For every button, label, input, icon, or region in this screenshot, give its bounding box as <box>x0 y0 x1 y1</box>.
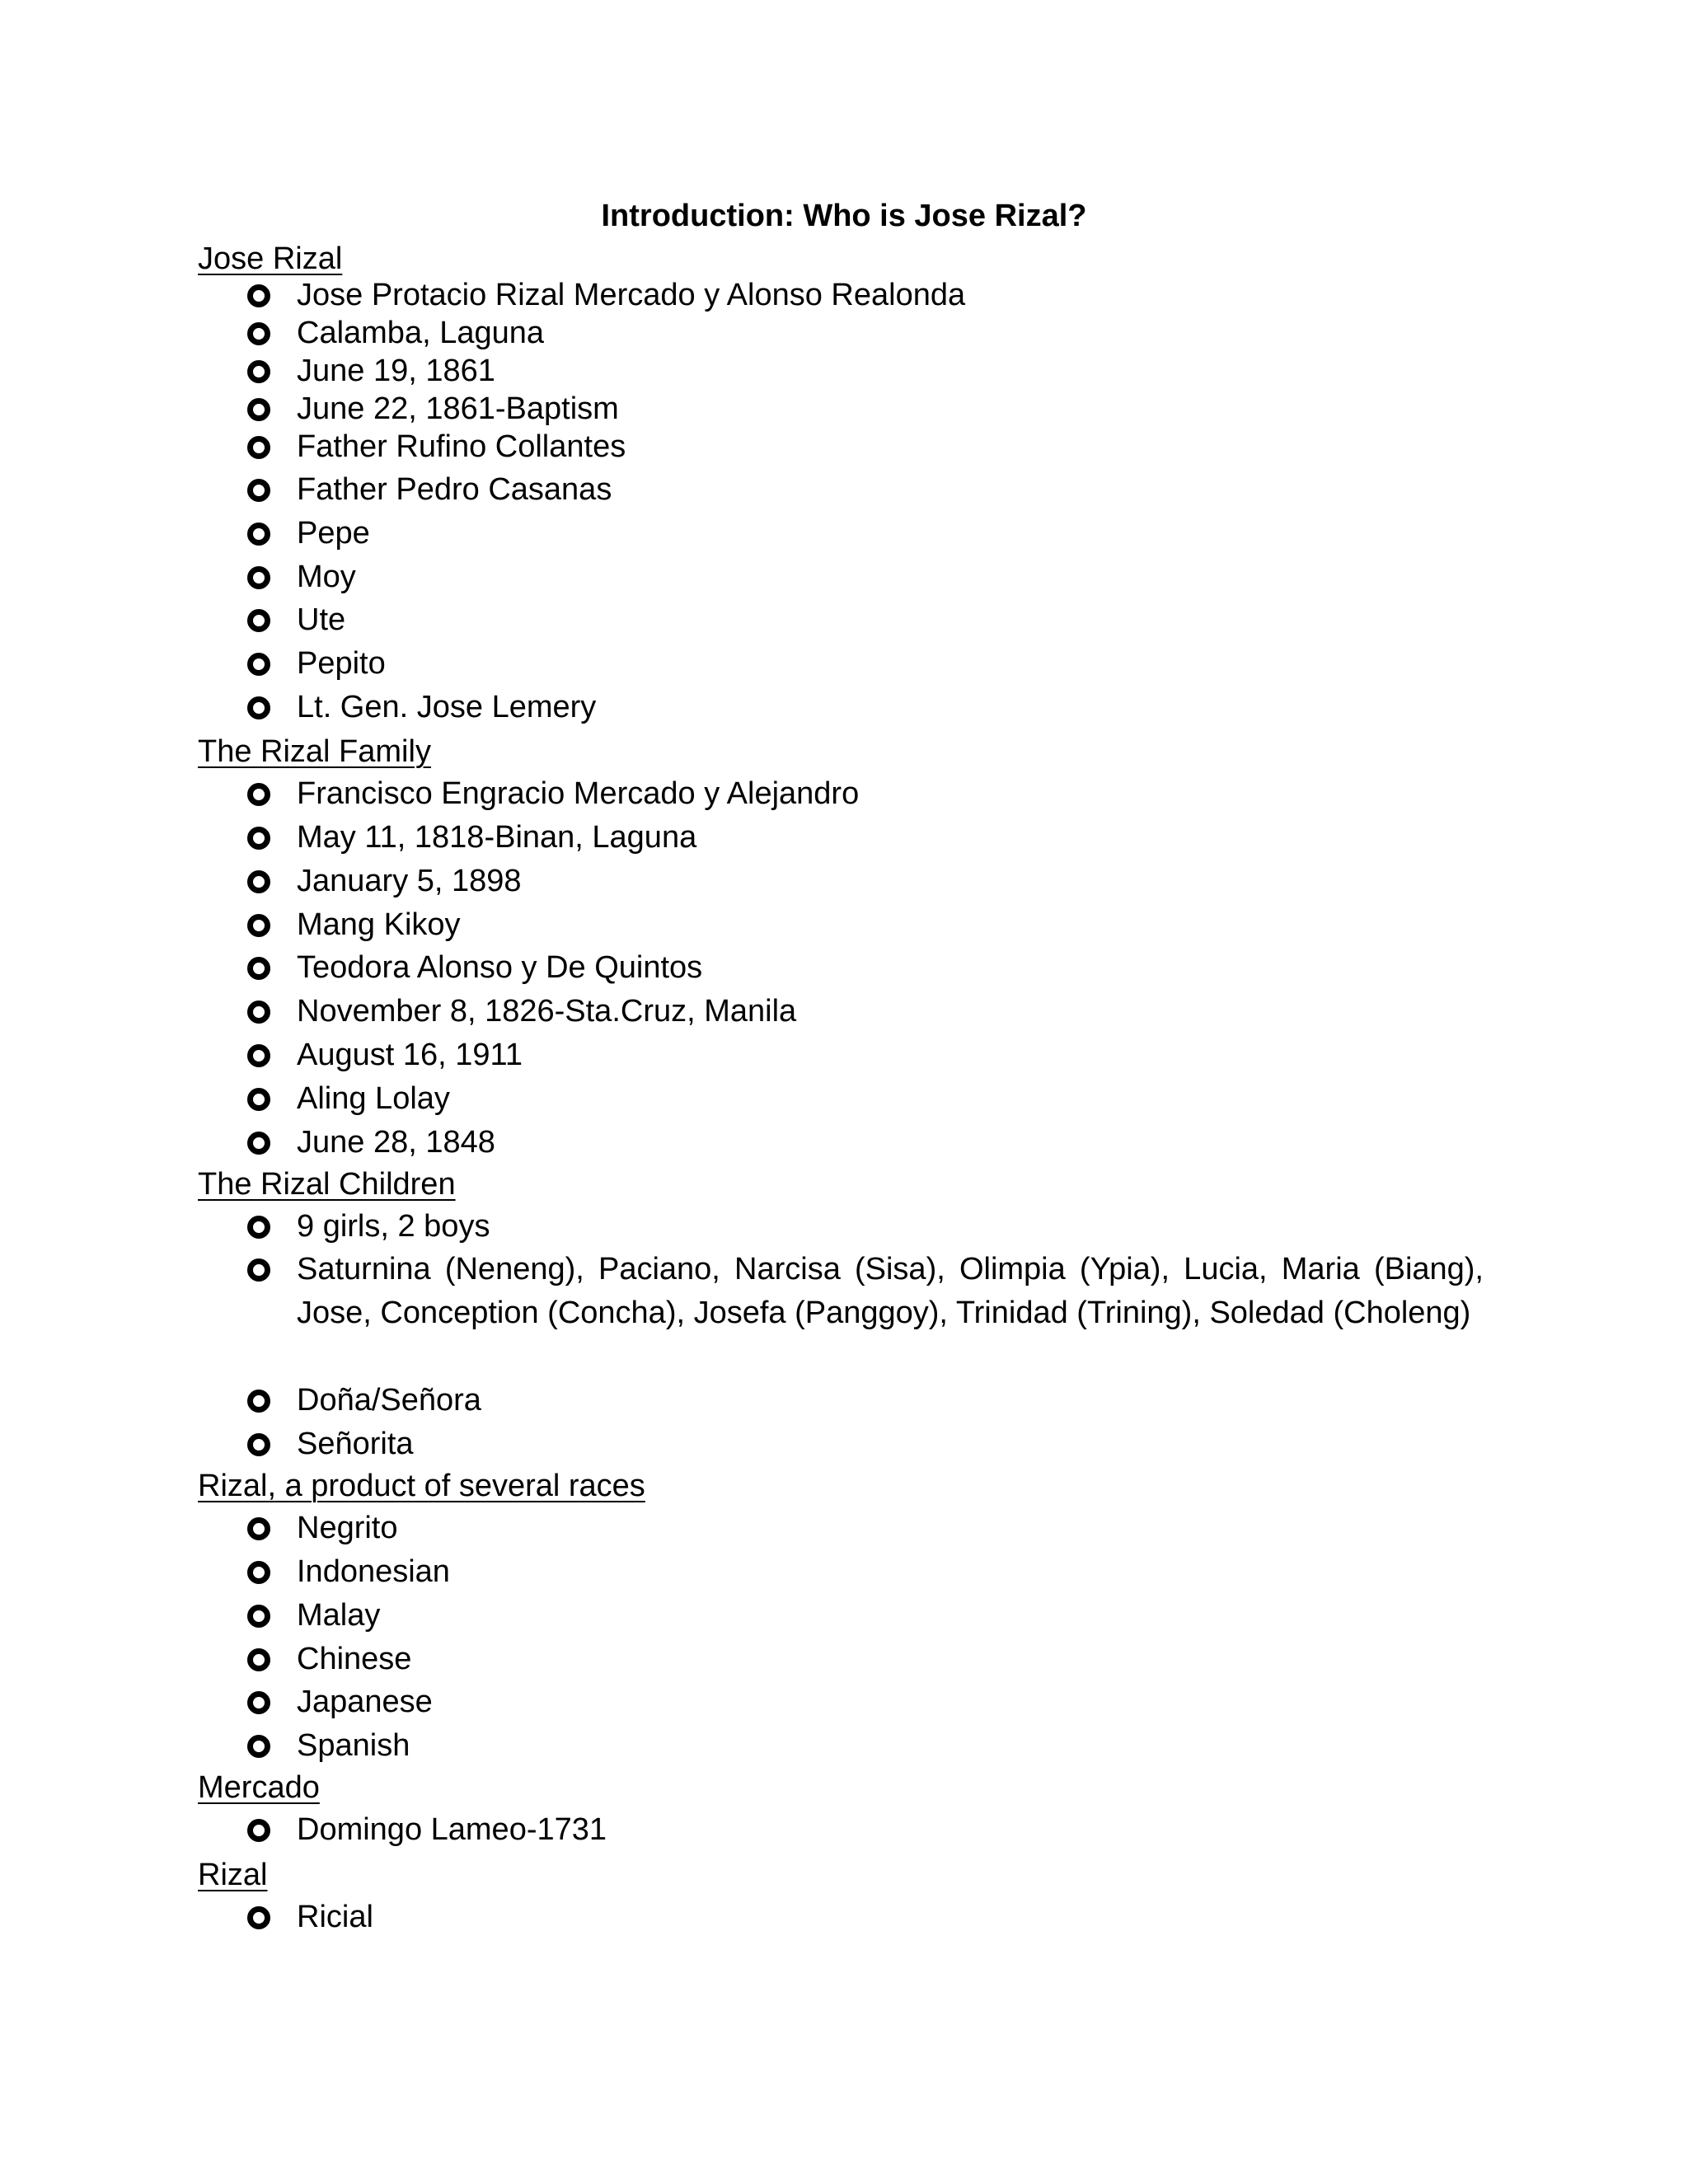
list-item: Saturnina (Neneng), Paciano, Narcisa (Sisa), Olimpia (Ypia), Lucia, Maria (Biang), Jose, Conception (Concha), Josefa (Panggoy), Trinidad (Trining), Soledad (Choleng) <box>247 1248 1484 1335</box>
section-heading-mercado: Mercado <box>198 1770 320 1805</box>
bullet-icon <box>247 1390 270 1413</box>
list-item: Indonesian <box>247 1550 1484 1594</box>
list-item: Aling Lolay <box>247 1077 1484 1121</box>
list-item: Father Rufino Collantes <box>247 425 1484 469</box>
bullet-icon <box>247 1132 270 1155</box>
bullet-icon <box>247 1691 270 1714</box>
bullet-icon <box>247 566 270 589</box>
list-item: Ricial <box>247 1896 1484 1939</box>
bullet-icon <box>247 957 270 980</box>
list-item: Teodora Alonso y De Quintos <box>247 946 1484 990</box>
section-heading-jose-rizal: Jose Rizal <box>198 241 343 276</box>
list-item: May 11, 1818-Binan, Laguna <box>247 816 1484 860</box>
section-heading-rizal: Rizal <box>198 1858 268 1892</box>
bullet-icon <box>247 1044 270 1067</box>
list-item: November 8, 1826-Sta.Cruz, Manila <box>247 990 1484 1033</box>
list-item: Spanish <box>247 1724 1484 1768</box>
section-heading-the-rizal-family: The Rizal Family <box>198 734 431 769</box>
list-item: Francisco Engracio Mercado y Alejandro <box>247 772 1484 816</box>
list-item: Jose Protacio Rizal Mercado y Alonso Realonda <box>247 274 1484 317</box>
bullet-icon <box>247 1517 270 1540</box>
bullet-icon <box>247 1433 270 1456</box>
bullet-icon <box>247 653 270 676</box>
list-item: Domingo Lameo-1731 <box>247 1808 1484 1852</box>
list-item: January 5, 1898 <box>247 860 1484 903</box>
bullet-icon <box>247 783 270 806</box>
bullet-icon <box>247 1819 270 1842</box>
bullet-icon <box>247 360 270 383</box>
list-item: Lt. Gen. Jose Lemery <box>247 686 1484 729</box>
list-item: Calamba, Laguna <box>247 312 1484 355</box>
document-title: Introduction: Who is Jose Rizal? <box>601 199 1087 233</box>
list-item: Pepe <box>247 512 1484 555</box>
list-item: June 19, 1861 <box>247 349 1484 393</box>
bullet-icon <box>247 1001 270 1024</box>
section-heading-several-races: Rizal, a product of several races <box>198 1469 645 1503</box>
bullet-icon <box>247 827 270 850</box>
list-item: August 16, 1911 <box>247 1033 1484 1077</box>
bullet-icon <box>247 914 270 937</box>
bullet-icon <box>247 479 270 502</box>
list-item: Ute <box>247 598 1484 642</box>
list-item: Mang Kikoy <box>247 903 1484 947</box>
bullet-icon <box>247 1258 270 1282</box>
list-item: June 28, 1848 <box>247 1121 1484 1165</box>
list-item: 9 girls, 2 boys <box>247 1205 1484 1249</box>
list-item: Chinese <box>247 1638 1484 1681</box>
bullet-icon <box>247 1216 270 1239</box>
bullet-icon <box>247 1906 270 1929</box>
list-item: Señorita <box>247 1422 1484 1466</box>
list-item: Father Pedro Casanas <box>247 468 1484 512</box>
list-item: Malay <box>247 1594 1484 1638</box>
bullet-icon <box>247 609 270 632</box>
bullet-icon <box>247 436 270 459</box>
bullet-icon <box>247 1561 270 1584</box>
list-item: Japanese <box>247 1680 1484 1724</box>
list-item: Negrito <box>247 1507 1484 1550</box>
bullet-icon <box>247 696 270 719</box>
bullet-icon <box>247 1605 270 1628</box>
list-item: June 22, 1861-Baptism <box>247 387 1484 431</box>
section-heading-the-rizal-children: The Rizal Children <box>198 1167 456 1202</box>
bullet-icon <box>247 870 270 893</box>
bullet-icon <box>247 284 270 307</box>
list-item: Doña/Señora <box>247 1379 1484 1422</box>
bullet-icon <box>247 1648 270 1671</box>
list-item: Moy <box>247 555 1484 599</box>
bullet-icon <box>247 523 270 546</box>
bullet-icon <box>247 1088 270 1111</box>
bullet-icon <box>247 398 270 421</box>
bullet-icon <box>247 322 270 345</box>
bullet-icon <box>247 1735 270 1758</box>
list-item: Pepito <box>247 642 1484 686</box>
